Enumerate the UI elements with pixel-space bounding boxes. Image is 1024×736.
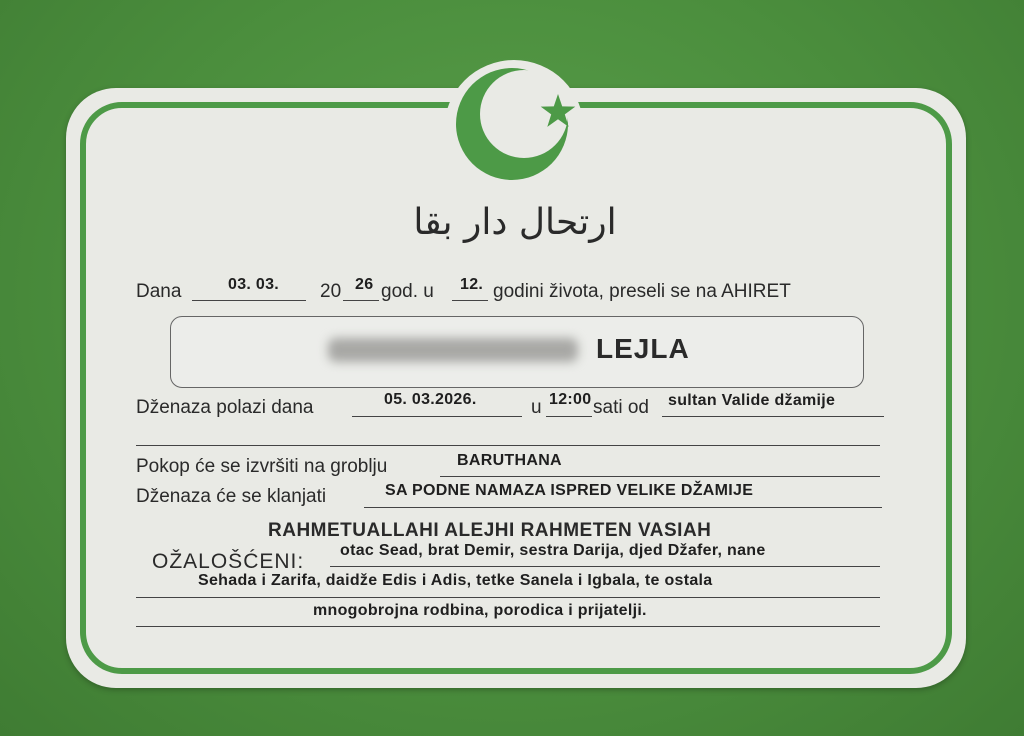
arabic-calligraphy: [410, 186, 620, 256]
year-value: 26: [355, 276, 374, 293]
year-underline: [343, 300, 379, 301]
god-label: god. u: [381, 281, 434, 302]
deceased-name: LEJLA: [596, 333, 690, 364]
mourners-line-3: mnogobrojna rodbina, porodica i prijatelji.: [313, 602, 647, 619]
mourners-underline-3: [136, 626, 880, 627]
u-label: u: [531, 397, 542, 418]
redacted-surname: [328, 338, 578, 362]
age-underline: [452, 300, 488, 301]
age-value: 12.: [460, 276, 484, 293]
funeral-date-underline: [352, 416, 522, 417]
ahiret-text: godini života, preseli se na AHIRET: [493, 281, 791, 302]
prayer-underline: [364, 507, 882, 508]
mourners-underline-2: [136, 597, 880, 598]
date-underline: [192, 300, 306, 301]
departure-place: sultan Valide džamije: [668, 392, 836, 409]
blank-line: [136, 445, 880, 446]
death-date: 03. 03.: [228, 276, 280, 293]
year-prefix: 20: [320, 281, 342, 302]
burial-underline: [440, 476, 880, 477]
funeral-time: 12:00: [549, 391, 592, 408]
place-underline: [662, 416, 884, 417]
dana-label: Dana: [136, 281, 182, 302]
mourners-line-2: Sehada i Zarifa, daidže Edis i Adis, tetke Sanela i Igbala, te ostala: [198, 572, 713, 589]
prayer-label: Dženaza će se klanjati: [136, 486, 327, 507]
funeral-date: 05. 03.2026.: [384, 391, 477, 408]
cemetery-name: BARUTHANA: [457, 452, 562, 469]
sati-od-label: sati od: [593, 397, 649, 418]
mourners-underline-1: [330, 566, 880, 567]
funeral-departs-label: Dženaza polazi dana: [136, 397, 314, 418]
burial-label: Pokop će se izvršiti na groblju: [136, 456, 388, 477]
mourners-line-1: otac Sead, brat Demir, sestra Darija, djed Džafer, nane: [340, 542, 766, 559]
arabic-title: ارتحال دار بقا: [413, 202, 617, 243]
rahmet-heading: RAHMETUALLAHI ALEJHI RAHMETEN VASIAH: [268, 520, 712, 541]
prayer-time: SA PODNE NAMAZA ISPRED VELIKE DŽAMIJE: [385, 482, 754, 499]
crescent-star-icon: [452, 62, 576, 186]
time-underline: [546, 416, 592, 417]
mourners-label: OŽALOŠĆENI:: [152, 550, 305, 573]
